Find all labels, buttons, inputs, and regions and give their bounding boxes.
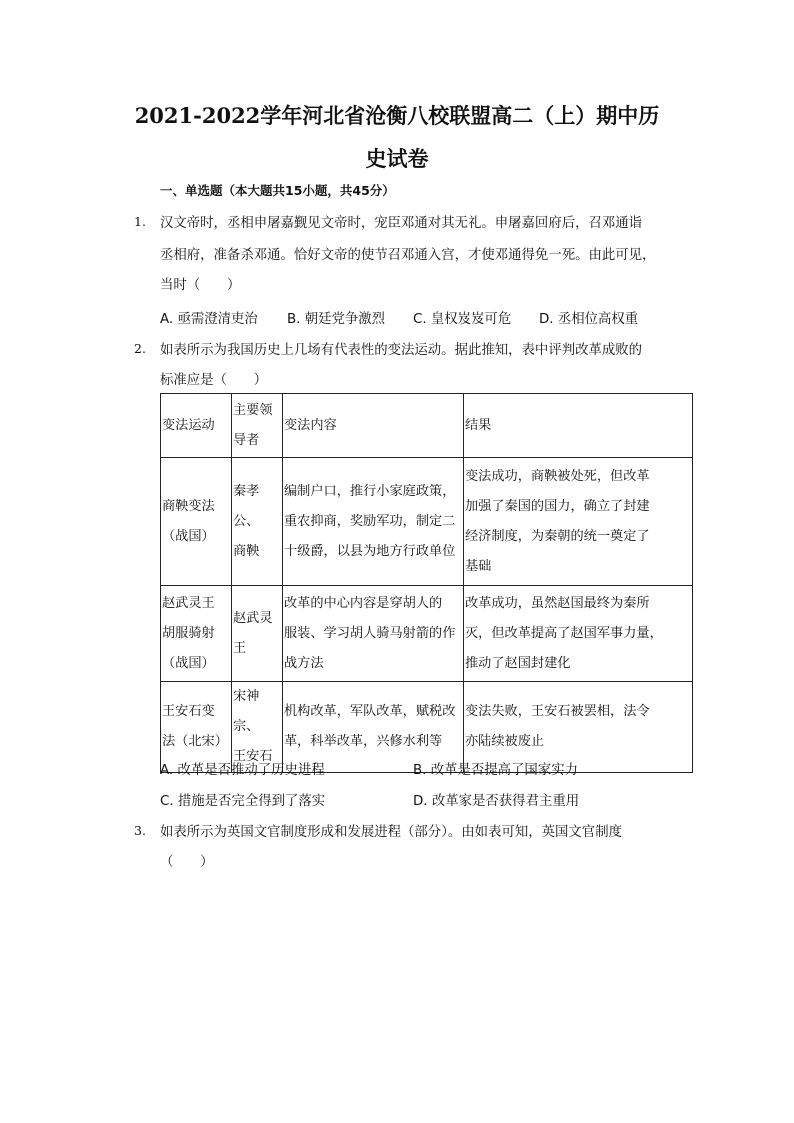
question-text-line: 标准应是（ ）	[160, 373, 268, 388]
option-a[interactable]: A. 改革是否推动了历史进程	[160, 763, 325, 778]
table-cell: 赵武灵 王	[232, 586, 283, 682]
question-number: 2.	[134, 341, 146, 356]
option-a[interactable]: A. 亟需澄清吏治	[160, 312, 258, 327]
question-text-line: 如表所示为我国历史上几场有代表性的变法运动。据此推知，表中评判改革成败的	[160, 343, 643, 358]
table-cell: 机构改革，军队改革，赋税改 革，科举改革，兴修水利等	[283, 682, 464, 773]
table-cell: 宋神宗、 王安石	[232, 682, 283, 773]
table-cell: 编制户口，推行小家庭政策， 重农抑商，奖励军功，制定二 十级爵，以县为地方行政单位	[283, 458, 464, 586]
table-cell: 商鞅变法 （战国）	[161, 458, 232, 586]
table-row	[161, 586, 693, 682]
table-cell: 变法失败，王安石被罢相，法令 亦陆续被废止	[464, 682, 693, 773]
table-cell: 改革的中心内容是穿胡人的 服装、学习胡人骑马射箭的作 战方法	[283, 586, 464, 682]
question-text-line: 当时（ ）	[160, 278, 241, 293]
option-d[interactable]: D. 丞相位高权重	[539, 312, 639, 327]
question-text-line: 如表所示为英国文官制度形成和发展进程（部分）。由如表可知，英国文官制度	[160, 825, 622, 840]
option-c[interactable]: C. 皇权岌岌可危	[413, 312, 512, 327]
question-text-line: 丞相府，准备杀邓通。恰好文帝的使节召邓通入宫，才使邓通得免一死。由此可见，	[160, 248, 656, 263]
table-row	[161, 458, 693, 586]
header-cell: 结果	[464, 394, 693, 458]
reform-table	[160, 393, 693, 773]
question-number: 1.	[134, 214, 146, 229]
question-text-line: （ ）	[160, 855, 214, 870]
table-cell: 秦孝公、 商鞅	[232, 458, 283, 586]
table-header-row	[161, 394, 693, 458]
table-cell: 变法成功，商鞅被处死，但改革 加强了秦国的国力，确立了封建 经济制度，为秦朝的统一奠定了 基础	[464, 458, 693, 586]
header-cell: 变法内容	[283, 394, 464, 458]
table-cell: 改革成功，虽然赵国最终为秦所 灭，但改革提高了赵国军事力量， 推动了赵国封建化	[464, 586, 693, 682]
option-d[interactable]: D. 改革家是否获得君主重用	[413, 794, 580, 809]
option-c[interactable]: C. 措施是否完全得到了落实	[160, 794, 326, 809]
exam-title-line2: 史试卷	[365, 146, 429, 171]
question-text-line: 汉文帝时，丞相申屠嘉觐见文帝时，宠臣邓通对其无礼。申屠嘉回府后，召邓通诣	[160, 216, 643, 231]
question-number: 3.	[134, 823, 146, 838]
option-b[interactable]: B. 改革是否提高了国家实力	[413, 763, 578, 778]
header-cell: 主要领 导者	[232, 394, 283, 458]
section-heading: 一、单选题（本大题共15小题，共45分）	[160, 183, 395, 198]
table-cell: 赵武灵王 胡服骑射 （战国）	[161, 586, 232, 682]
exam-title-line1: 2021-2022学年河北省沧衡八校联盟高二（上）期中历	[134, 103, 660, 128]
option-b[interactable]: B. 朝廷党争激烈	[287, 312, 386, 327]
table-cell: 王安石变 法（北宋）	[161, 682, 232, 773]
header-cell: 变法运动	[161, 394, 232, 458]
